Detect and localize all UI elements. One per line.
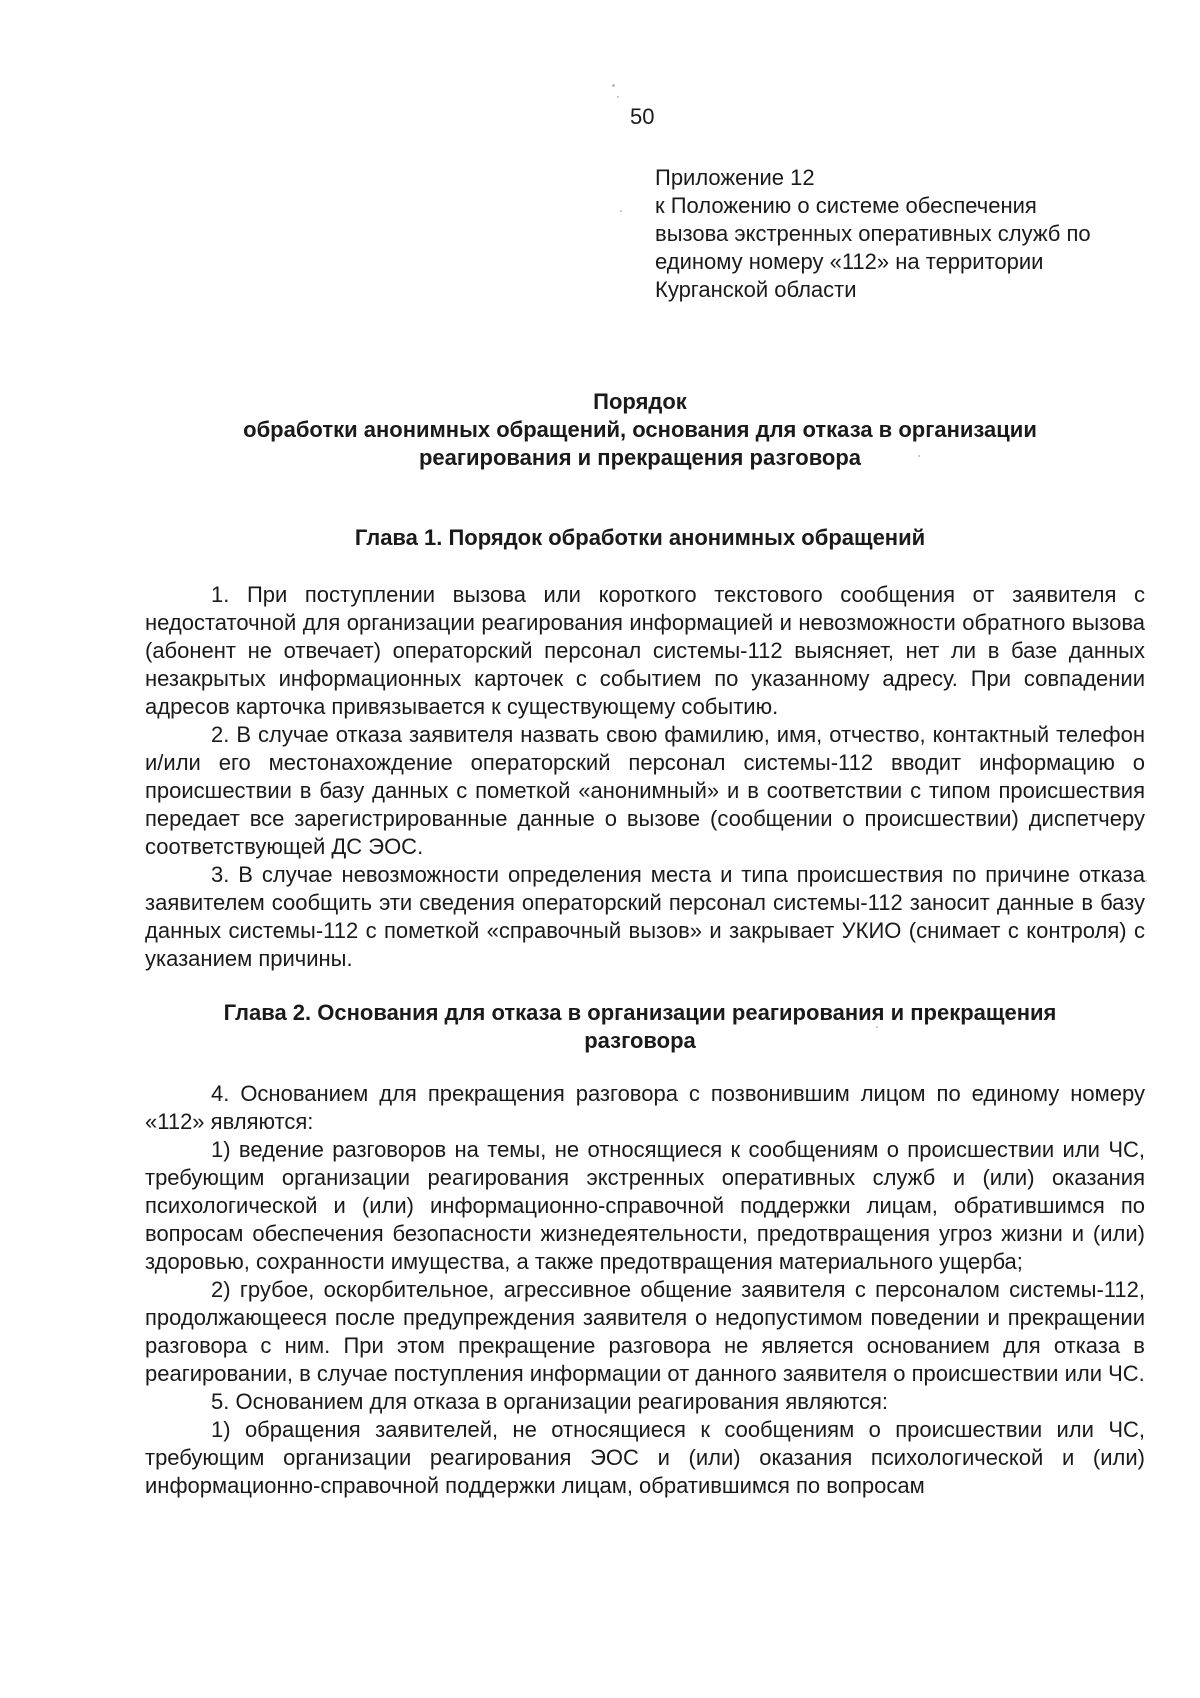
paragraph-5-item-1: 1) обращения заявителей, не относящиеся к сообщениям о происшествии или ЧС, требующим организации реагирования ЭОС и (или) оказания психологической и (или) информационно-справочной поддержки лицам, обратившимся по вопросам (145, 1417, 1145, 1498)
paragraph-3: 3. В случае невозможности определения места и типа происшествия по причине отказа заявителем сообщить эти сведения операторский персонал системы-112 заносит данные в базу данных системы-112 с пометкой «справочный вызов» и закрывает УКИО (снимает с контроля) с указанием причины. (145, 862, 1145, 971)
chapter-1-heading: Глава 1. Порядок обработки анонимных обращений (354, 525, 926, 550)
chapter-2-body (145, 1080, 1145, 1500)
scan-speck (1145, 880, 1147, 882)
appendix-line: к Положению о системе обеспечения (655, 193, 1037, 218)
title-line: реагирования и прекращения разговора (418, 445, 862, 470)
appendix-line: вызова экстренных оперативных служб по (655, 221, 1091, 246)
scan-speck (612, 84, 615, 87)
paragraph-4: 4. Основанием для прекращения разговора с позвонившим лицом по единому номеру «112» являются: (145, 1081, 1145, 1134)
appendix-line: Курганской области (655, 277, 857, 302)
title-line: обработки анонимных обращений, основания для отказа в организации (243, 417, 1037, 442)
paragraph-1: 1. При поступлении вызова или короткого текстового сообщения от заявителя с недостаточной для организации реагирования информацией и невозможности обратного вызова (абонент не отвечает) операторский персонал системы-112 выясняет, нет ли в базе данных незакрытых информационных карточек с событием по указанному адресу. При совпадении адресов карточка привязывается к существующему событию. (145, 582, 1145, 719)
paragraph-4-item-2: 2) грубое, оскорбительное, агрессивное общение заявителя с персоналом системы-112, продолжающееся после предупреждения заявителя о недопустимом поведении и прекращении разговора с ним. При этом прекращение разговора не является основанием для отказа в реагировании, в случае поступления информации от данного заявителя о происшествии или ЧС. (145, 1277, 1145, 1386)
chapter-2-heading (145, 999, 1135, 1055)
chapter-1-body (145, 581, 1145, 973)
document-title (145, 388, 1135, 472)
appendix-reference (655, 164, 1155, 304)
paragraph-2: 2. В случае отказа заявителя назвать свою фамилию, имя, отчество, контактный телефон и/или его местонахождение операторский персонал системы-112 вводит информацию о происшествии в базу данных с пометкой «анонимный» и в соответствии с типом происшествия передает все зарегистрированные данные о вызове (сообщении о происшествии) диспетчеру соответствующей ДС ЭОС. (145, 722, 1145, 859)
paragraph-4-item-1: 1) ведение разговоров на темы, не относящиеся к сообщениям о происшествии или ЧС, требующим организации реагирования экстренных оперативных служб и (или) оказания психологической и (или) информационно-справочной поддержки лицам, обратившимся по вопросам обеспечения безопасности жизнедеятельности, предотвращения угроз жизни и (или) здоровью, сохранности имущества, а также предотвращения материального ущерба; (145, 1137, 1145, 1274)
appendix-line: единому номеру «112» на территории (655, 249, 1044, 274)
scan-speck (620, 210, 622, 212)
title-line: Порядок (593, 389, 687, 414)
scan-speck (617, 96, 619, 98)
heading-line: Глава 2. Основания для отказа в организации реагирования и прекращения (223, 1000, 1057, 1025)
page-number: 50 (630, 104, 655, 129)
paragraph-5: 5. Основанием для отказа в организации реагирования являются: (211, 1389, 889, 1414)
heading-line: разговора (584, 1028, 696, 1053)
appendix-line: Приложение 12 (655, 165, 815, 190)
